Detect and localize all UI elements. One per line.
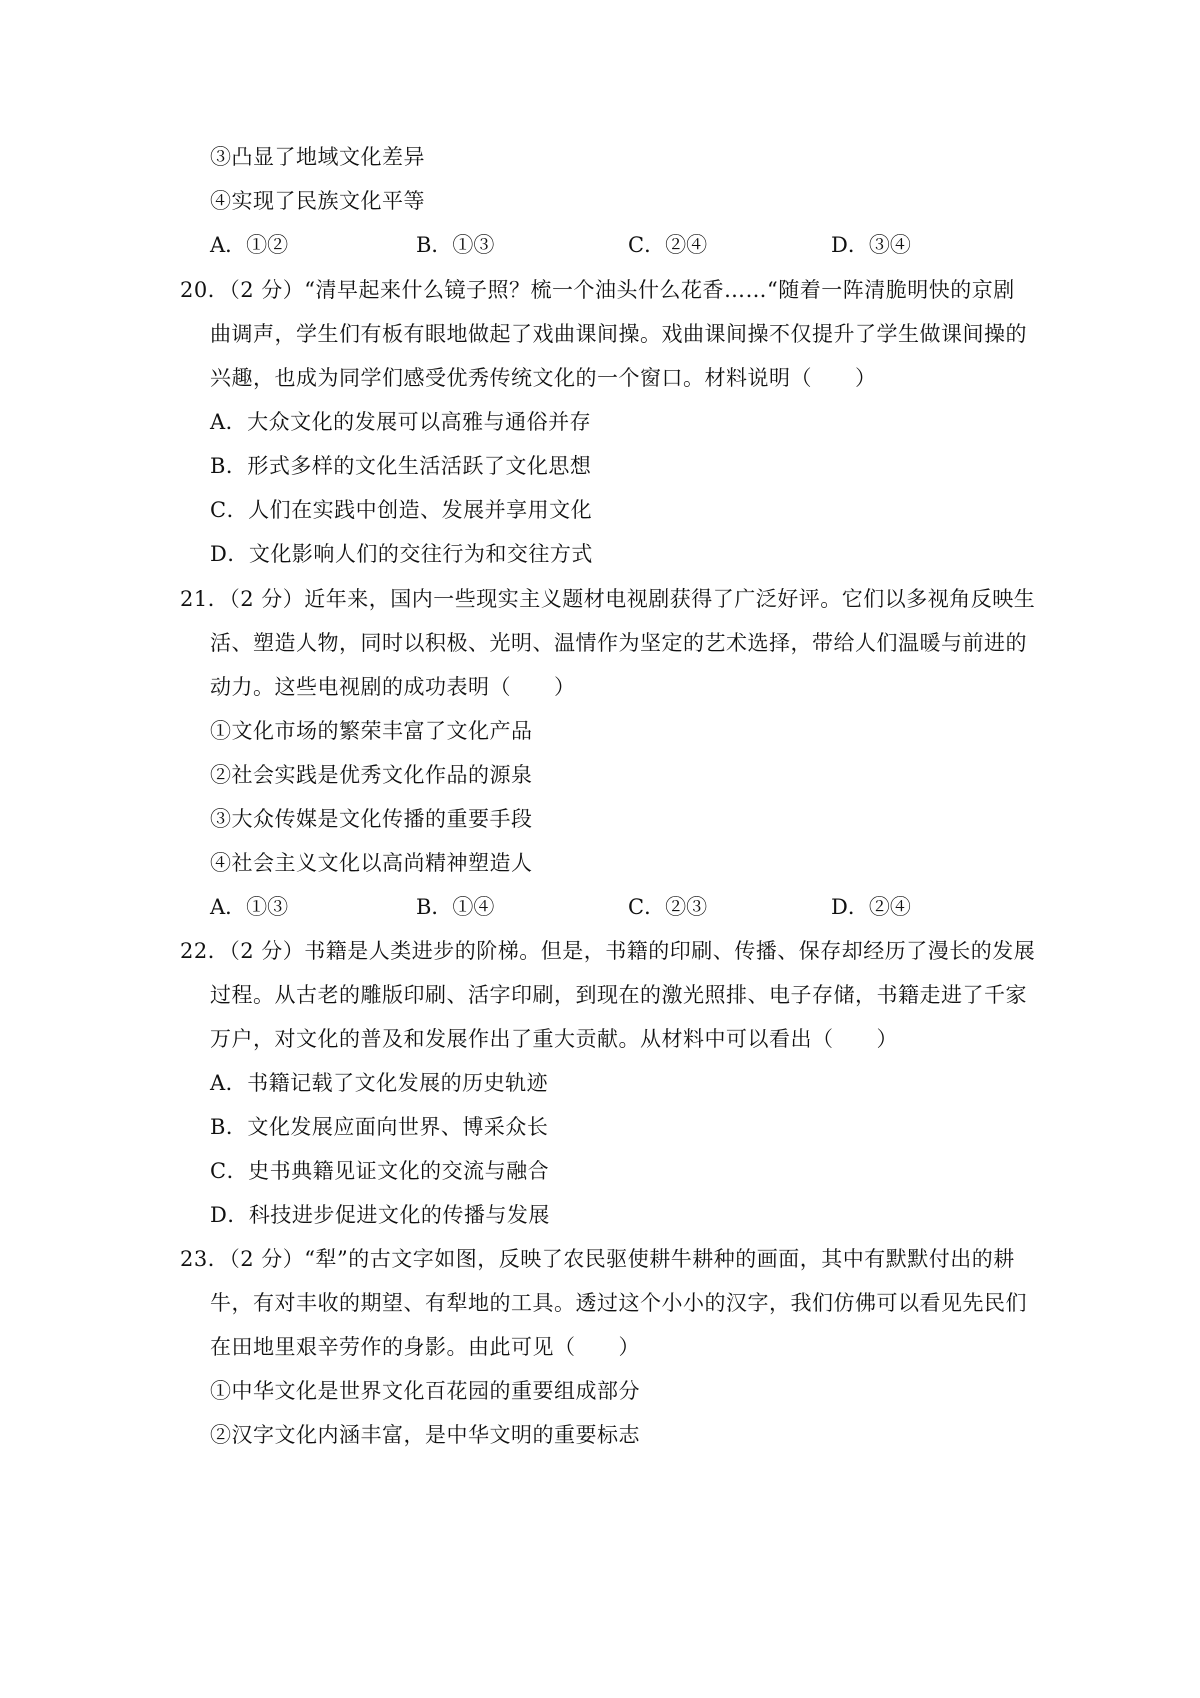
q20-option-b: B．形式多样的文化生活活跃了文化思想	[210, 454, 592, 478]
q20-stem-line-2: 曲调声，学生们有板有眼地做起了戏曲课间操。戏曲课间操不仅提升了学生做课间操的	[210, 322, 1027, 346]
q20-stem-line-1: 20．（2 分）“清早起来什么镜子照？梳一个油头什么花香……“随着一阵清脆明快的京剧	[180, 278, 1015, 302]
q19-option-a: A．①②	[210, 233, 289, 257]
q23-stem-line-3: 在田地里艰辛劳作的身影。由此可见（ ）	[210, 1335, 640, 1359]
q21-stem-line-1: 21．（2 分）近年来，国内一些现实主义题材电视剧获得了广泛好评。它们以多视角反映生	[180, 587, 1036, 611]
q19-item-4: ④实现了民族文化平等	[210, 189, 425, 213]
q21-option-a: A．①③	[210, 895, 289, 919]
q19-option-b: B．①③	[416, 233, 495, 257]
q22-stem-line-1: 22．（2 分）书籍是人类进步的阶梯。但是，书籍的印刷、传播、保存却经历了漫长的发展	[180, 939, 1036, 963]
q21-option-d: D．②④	[831, 895, 911, 919]
q22-stem-line-3: 万户，对文化的普及和发展作出了重大贡献。从材料中可以看出（ ）	[210, 1027, 898, 1051]
q22-option-d: D．科技进步促进文化的传播与发展	[210, 1203, 550, 1227]
q22-stem-line-2: 过程。从古老的雕版印刷、活字印刷，到现在的激光照排、电子存储，书籍走进了千家	[210, 983, 1027, 1007]
q20-option-a: A．大众文化的发展可以高雅与通俗并存	[210, 410, 592, 434]
q21-item-3: ③大众传媒是文化传播的重要手段	[210, 807, 533, 831]
q21-stem-line-3: 动力。这些电视剧的成功表明（ ）	[210, 675, 576, 699]
q20-option-d: D．文化影响人们的交往行为和交往方式	[210, 542, 593, 566]
q23-item-1: ①中华文化是世界文化百花园的重要组成部分	[210, 1379, 640, 1403]
q22-option-b: B．文化发展应面向世界、博采众长	[210, 1115, 549, 1139]
q20-option-c: C．人们在实践中创造、发展并享用文化	[210, 498, 593, 522]
q21-item-1: ①文化市场的繁荣丰富了文化产品	[210, 719, 533, 743]
q23-stem-line-2: 牛，有对丰收的期望、有犁地的工具。透过这个小小的汉字，我们仿佛可以看见先民们	[210, 1291, 1027, 1315]
q21-item-4: ④社会主义文化以高尚精神塑造人	[210, 851, 533, 875]
q22-option-a: A．书籍记载了文化发展的历史轨迹	[210, 1071, 549, 1095]
q19-item-3: ③凸显了地域文化差异	[210, 145, 425, 169]
q21-option-c: C．②③	[628, 895, 708, 919]
q23-stem-line-1: 23．（2 分）“犁”的古文字如图，反映了农民驱使耕牛耕种的画面，其中有默默付出的耕	[180, 1247, 1015, 1271]
q19-option-c: C．②④	[628, 233, 708, 257]
q21-item-2: ②社会实践是优秀文化作品的源泉	[210, 763, 533, 787]
q21-stem-line-2: 活、塑造人物，同时以积极、光明、温情作为坚定的艺术选择，带给人们温暖与前进的	[210, 631, 1027, 655]
q20-stem-line-3: 兴趣，也成为同学们感受优秀传统文化的一个窗口。材料说明（ ）	[210, 366, 877, 390]
q21-option-b: B．①④	[416, 895, 495, 919]
q22-option-c: C．史书典籍见证文化的交流与融合	[210, 1159, 550, 1183]
q23-item-2: ②汉字文化内涵丰富，是中华文明的重要标志	[210, 1423, 640, 1447]
q19-option-d: D．③④	[831, 233, 911, 257]
